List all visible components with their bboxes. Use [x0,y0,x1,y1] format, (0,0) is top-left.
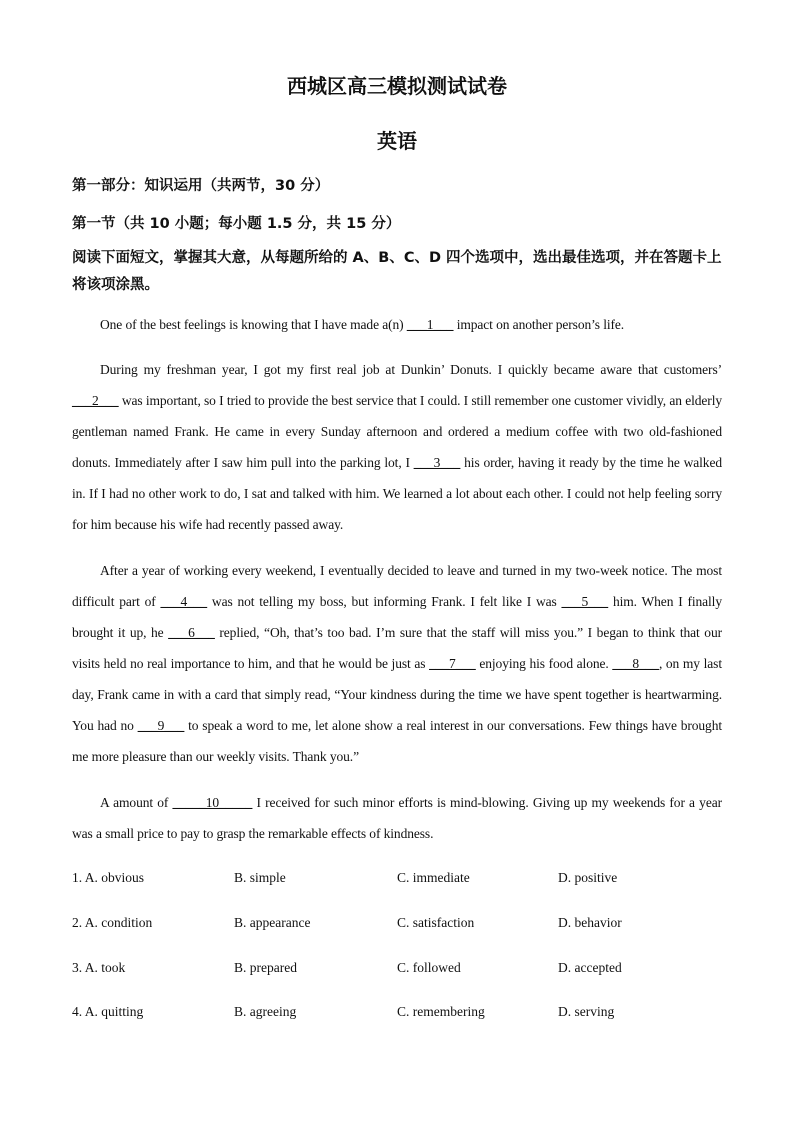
blank-3: ___3___ [413,455,461,470]
passage-paragraph-1 [72,309,722,340]
passage-text: to speak a word to me, let alone show a real interest in our conversations. Few things have brought me more pleasure than our weekly visits. Thank you.” [72,718,723,764]
passage-text: him. When I finally brought it up, he [72,594,722,640]
passage-text: , on my last day, Frank came in with a card that simply read, “Your kindness during the time we have spent together is heartwarming. You had no [72,656,722,733]
passage-text: his order, having it ready by the time he walked in. If I had no other work to do, I sat and talked with him. We learned a lot about each other. I could not help feeling sorry for him because his wife had recently passed away. [72,455,722,532]
passage-text: One of the best feelings is knowing that I have made a(n) [100,317,407,332]
option-1-b: B. simple [234,870,286,885]
passage-text: I received for such minor efforts is mind-blowing. Giving up my weekends for a year was a small price to pay to grasp the remarkable effects of kindness. [72,795,722,841]
passage-text: was important, so I tried to provide the best service that I could. I still remember one customer vividly, an elderly gentleman named Frank. He came in every Sunday afternoon and ordered a medium coffee with two old-fashioned donuts. Immediately after I saw him pull into the parking lot, I [72,393,722,470]
option-2-c: C. satisfaction [397,915,475,930]
blank-5: ___5___ [561,594,609,609]
option-1-d: D. positive [558,870,618,885]
option-2-b: B. appearance [234,915,311,930]
blank-9: ___9___ [137,718,185,733]
blank-4: ___4___ [160,594,208,609]
option-3-a: 3. A. took [72,960,126,975]
option-1-c: C. immediate [397,870,470,885]
section-heading: 第一节（共 10 小题；每小题 1.5 分，共 15 分） [72,216,401,232]
part-heading: 第一部分：知识运用（共两节，30 分） [72,178,330,194]
blank-2: ___2___ [72,393,119,408]
blank-7: ___7___ [429,656,476,671]
blank-1: ___1___ [406,317,454,332]
passage-text: was not telling my boss, but informing Frank. I felt like I was [207,594,562,609]
exam-title: 西城区高三模拟测试试卷 [287,74,507,98]
instructions: 阅读下面短文，掌握其大意，从每题所给的 A、B、C、D 四个选项中，选出最佳选项，并在答题卡上将该项涂黑。 [72,250,722,293]
option-3-c: C. followed [397,960,461,975]
option-4-a: 4. A. quitting [72,1004,144,1019]
option-4-c: C. remembering [397,1004,485,1019]
option-1-a: 1. A. obvious [72,870,145,885]
option-2-a: 2. A. condition [72,915,153,930]
option-3-b: B. prepared [234,960,297,975]
passage-paragraph-2 [72,354,722,540]
passage-text: replied, “Oh, that’s too bad. I’m sure that the staff will miss you.” I began to think that our visits held no real importance to him, and that he would be just as [72,625,722,671]
passage-text: enjoying his food alone. [475,656,613,671]
passage-text: After a year of working every weekend, I eventually decided to leave and turned in my two-week notice. The most difficult part of [72,563,722,609]
option-3-d: D. accepted [558,960,622,975]
passage-paragraph-3 [72,555,722,772]
blank-6: ___6___ [168,625,215,640]
subject-title: 英语 [377,129,417,153]
option-2-d: D. behavior [558,915,622,930]
option-4-b: B. agreeing [234,1004,297,1019]
passage-paragraph-4 [72,787,722,849]
option-4-d: D. serving [558,1004,615,1019]
blank-10: _____10_____ [172,795,253,810]
passage-text: impact on another person’s life. [453,317,625,332]
passage-text: During my freshman year, I got my first real job at Dunkin’ Donuts. I quickly became aware that customers’ [100,362,722,377]
blank-8: ___8___ [612,656,659,671]
passage-text: A amount of [100,795,173,810]
